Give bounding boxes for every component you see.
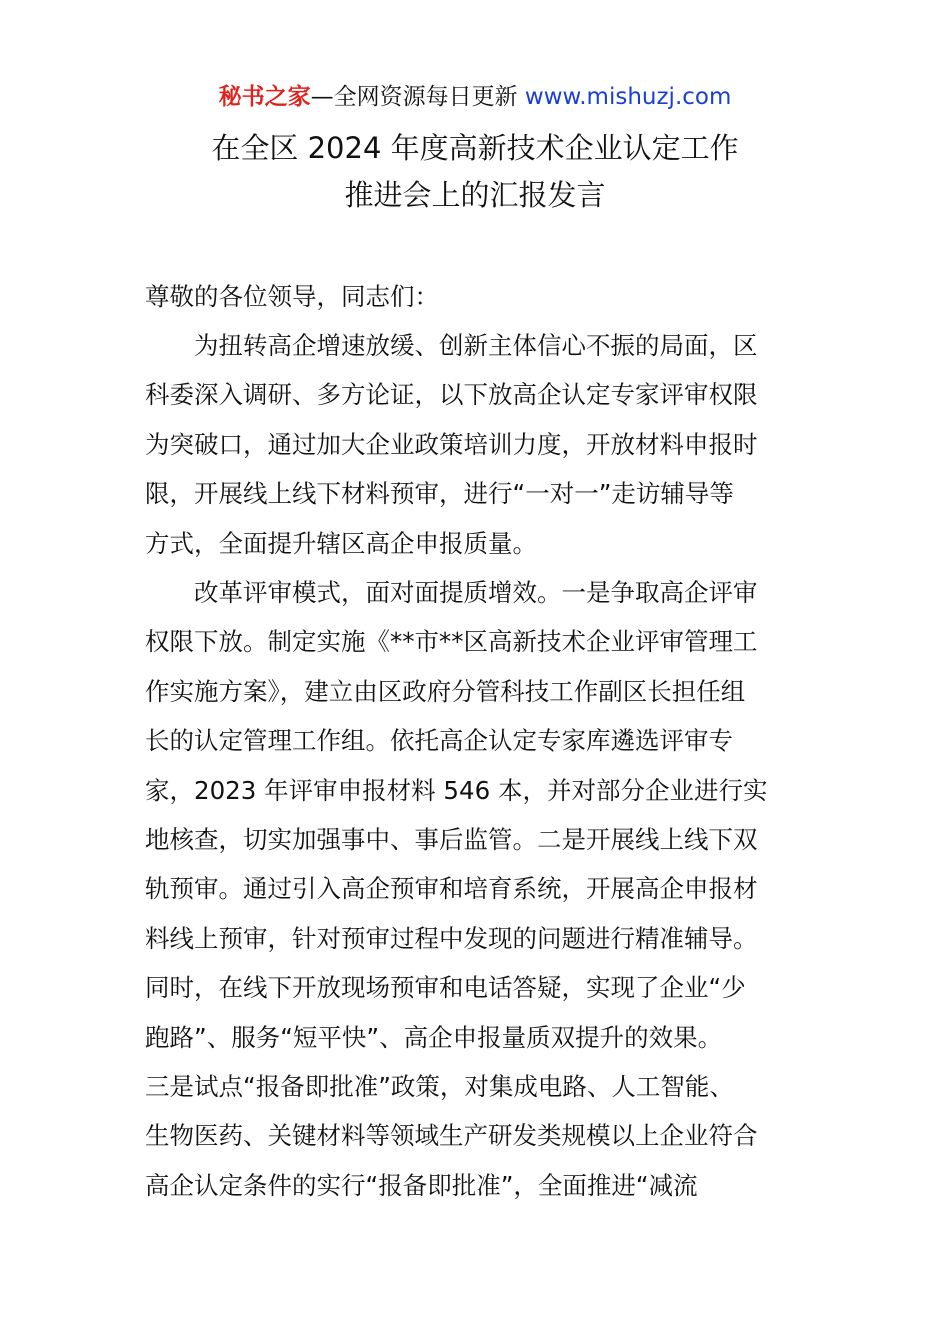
site-header: [0, 82, 950, 112]
paragraph-line: 料线上预审，针对预审过程中发现的问题进行精准辅导。: [145, 923, 758, 953]
paragraph-1: [145, 321, 815, 568]
paragraph-line: 科委深入调研、多方论证，以下放高企认定专家评审权限: [145, 380, 758, 410]
paragraph-line: 同时，在线下开放现场预审和电话答疑，实现了企业“少: [145, 973, 746, 1003]
paragraph-2: [145, 568, 815, 1210]
paragraph-line: 权限下放。制定实施《**市**区高新技术企业评审管理工: [145, 627, 758, 657]
paragraph-line: 跑路”、服务“短平快”、高企申报量质双提升的效果。: [145, 1022, 723, 1052]
paragraph-line: 生物医药、关键材料等领域生产研发类规模以上企业符合: [145, 1121, 758, 1151]
paragraph-line: 改革评审模式，面对面提质增效。一是争取高企评审: [145, 578, 758, 607]
site-url-link[interactable]: www.mishuzj.com: [524, 84, 732, 110]
paragraph-line: 长的认定管理工作组。依托高企认定专家库遴选评审专: [145, 726, 733, 756]
document-title-line-1: 在全区 2024 年度高新技术企业认定工作: [211, 131, 739, 165]
paragraph-line: 轨预审。通过引入高企预审和培育系统，开展高企申报材: [145, 874, 758, 904]
paragraph-line: 方式，全面提升辖区高企申报质量。: [145, 528, 537, 558]
paragraph-line: 为突破口，通过加大企业政策培训力度，开放材料申报时: [145, 429, 758, 459]
paragraph-line: 为扭转高企增速放缓、创新主体信心不振的局面，区: [145, 331, 758, 360]
paragraph-line: 家，2023 年评审申报材料 546 本，并对部分企业进行实: [145, 775, 768, 805]
paragraph-line: 三是试点“报备即批准”政策，对集成电路、人工智能、: [145, 1071, 734, 1101]
paragraph-line: 限，开展线上线下材料预审，进行“一对一”走访辅导等: [145, 479, 734, 509]
paragraph-line: 高企认定条件的实行“报备即批准”，全面推进“减流: [145, 1170, 698, 1200]
salutation: 尊敬的各位领导，同志们：: [145, 282, 439, 311]
paragraph-line: 作实施方案》，建立由区政府分管科技工作副区长担任组: [145, 676, 746, 706]
header-tagline: —全网资源每日更新: [310, 84, 525, 110]
paragraph-line: 地核查，切实加强事中、事后监管。二是开展线上线下双: [145, 824, 758, 854]
brand-name: 秘书之家: [218, 84, 311, 110]
document-title-line-2: 推进会上的汇报发言: [344, 178, 606, 212]
